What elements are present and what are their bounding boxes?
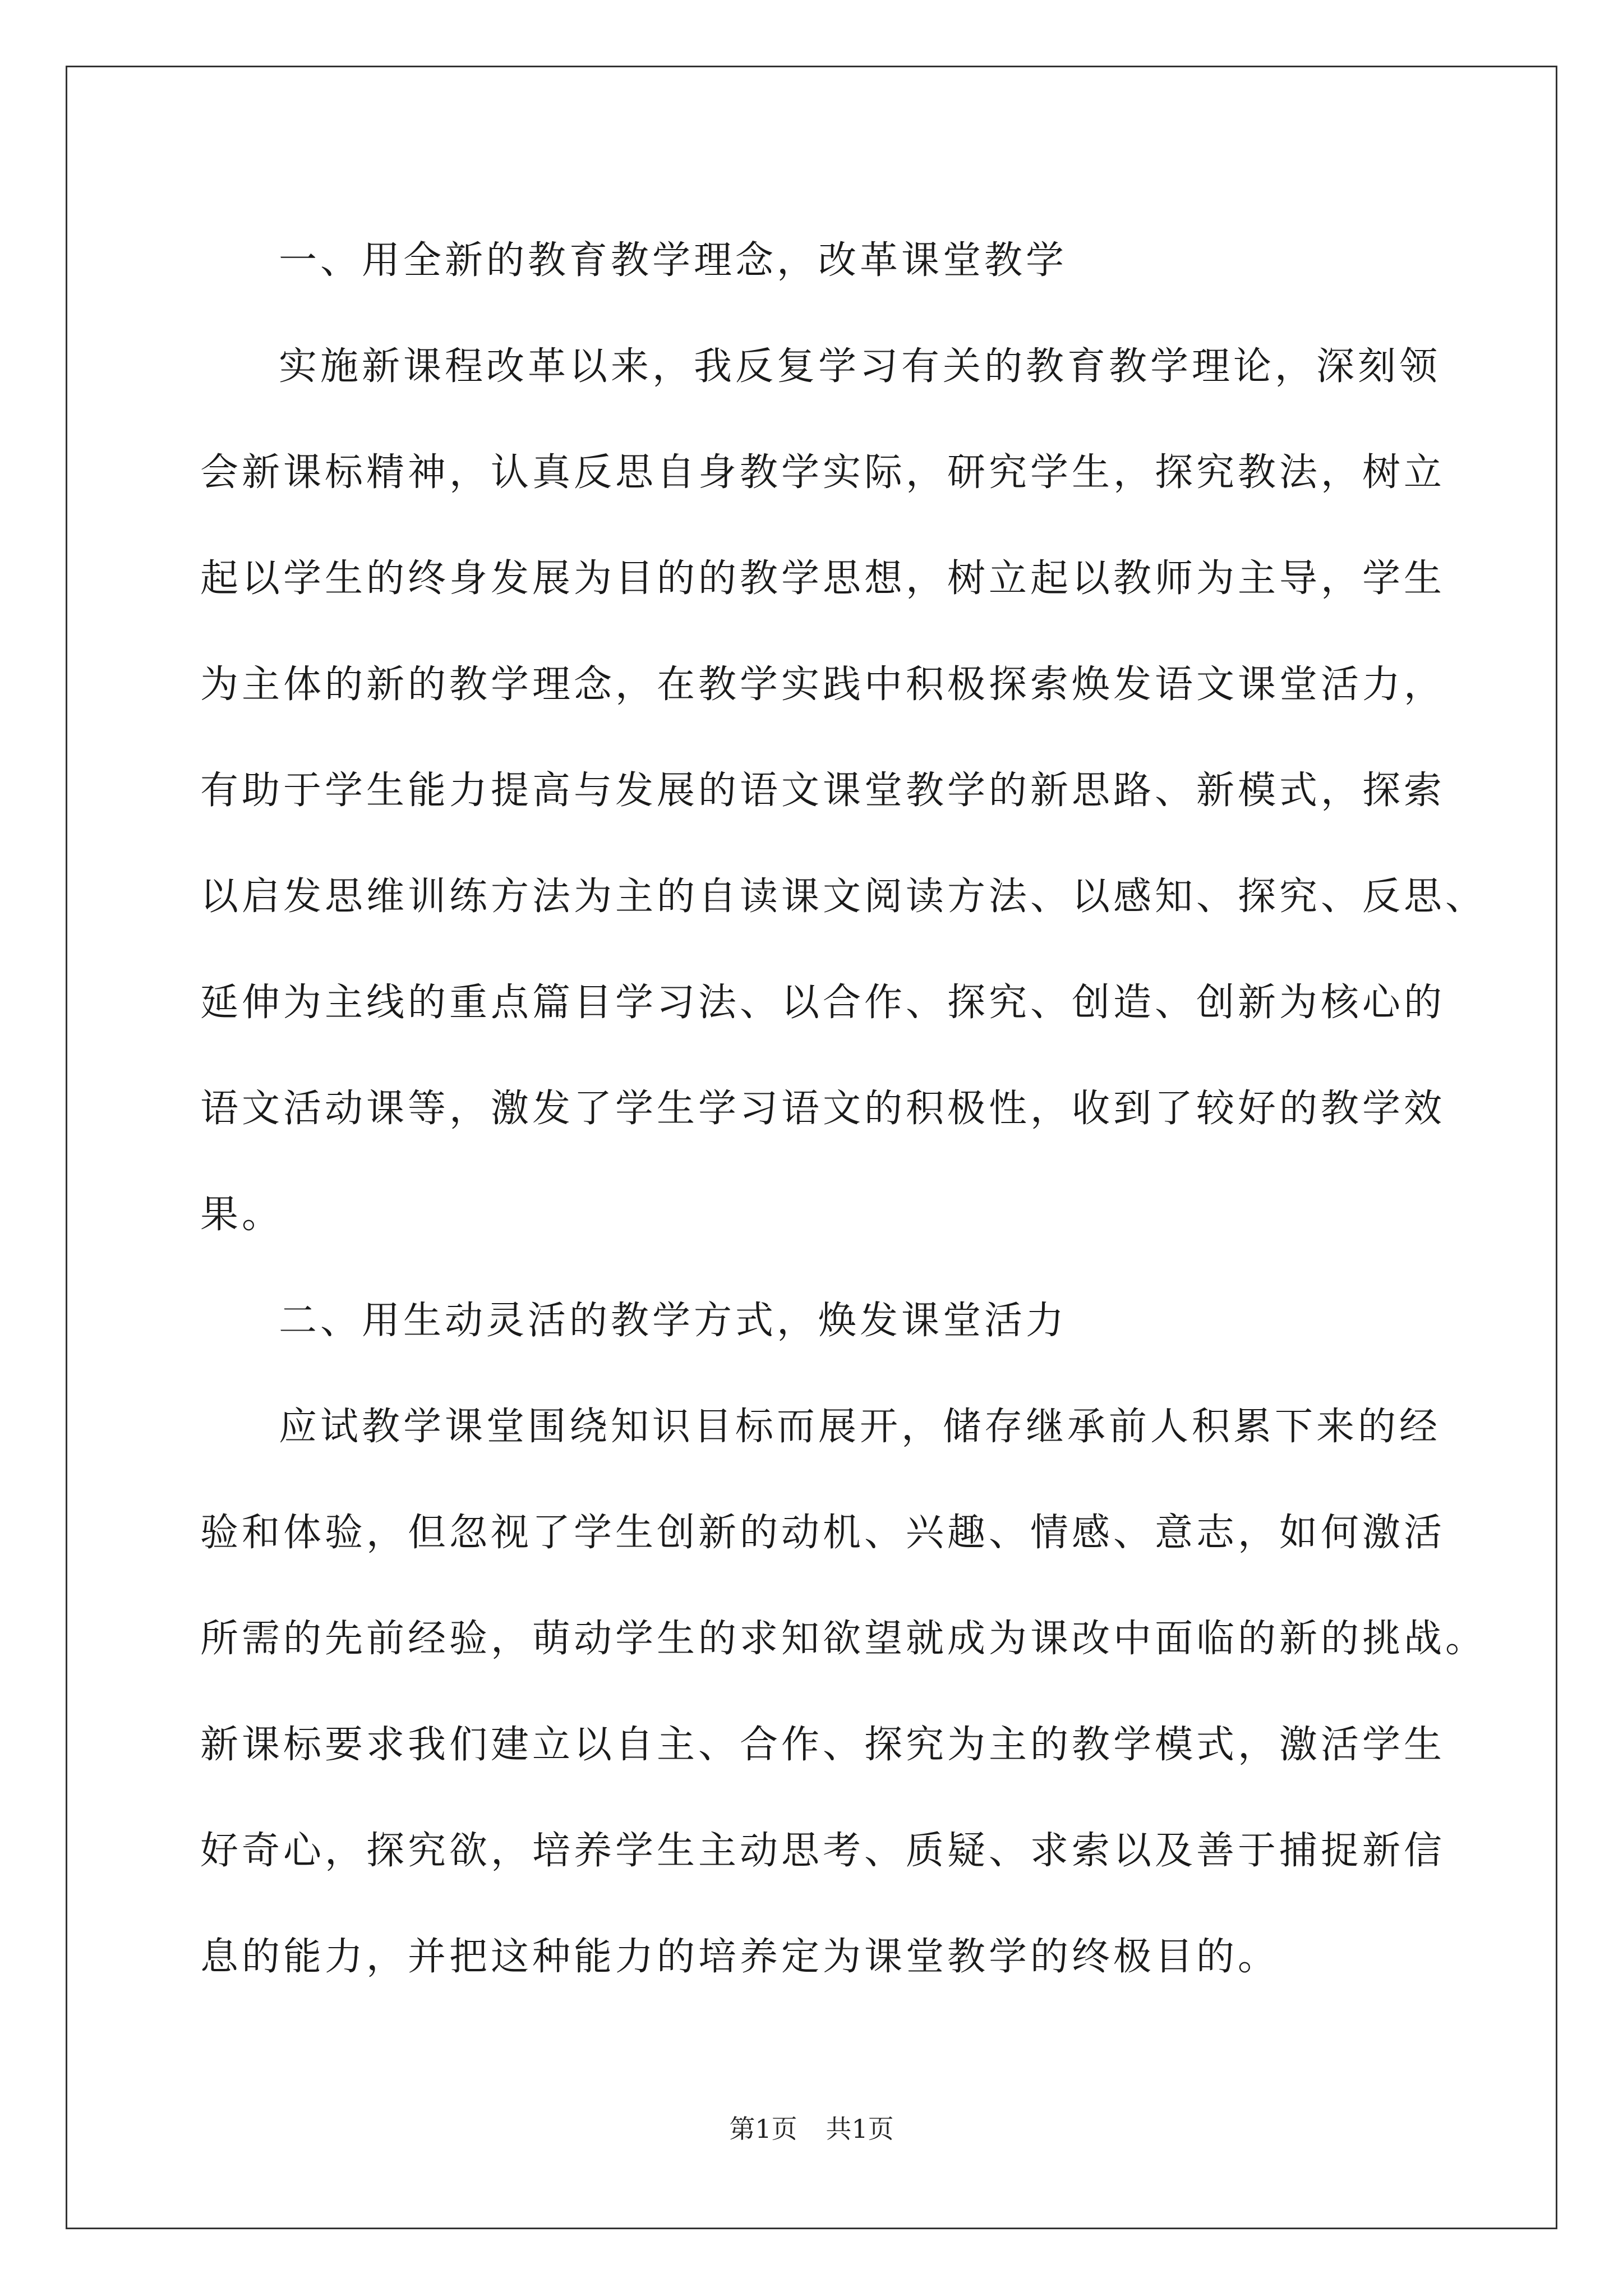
paragraph-line: 实施新课程改革以来，我反复学习有关的教育教学理论，深刻领 — [279, 344, 1441, 389]
page-footer — [0, 2112, 1623, 2146]
paragraph-line: 有助于学生能力提高与发展的语文课堂教学的新思路、新模式，探索 — [200, 769, 1446, 813]
page-number-current: 第1页 — [729, 2114, 797, 2144]
paragraph-line: 息的能力，并把这种能力的培养定为课堂教学的终极目的。 — [200, 1935, 1280, 1979]
section-heading-1: 一、用全新的教育教学理念，改革课堂教学 — [279, 238, 1068, 283]
paragraph-line: 语文活动课等，激发了学生学习语文的积极性，收到了较好的教学效 — [200, 1087, 1446, 1131]
paragraph-line: 会新课标精神，认真反思自身教学实际，研究学生，探究教法，树立 — [200, 450, 1446, 495]
document-body — [200, 219, 1487, 2021]
paragraph-line: 新课标要求我们建立以自主、合作、探究为主的教学模式，激活学生 — [200, 1723, 1446, 1767]
paragraph-line: 以启发思维训练方法为主的自读课文阅读方法、以感知、探究、反思、 — [200, 875, 1487, 919]
paragraph-line: 应试教学课堂围绕知识目标而展开，储存继承前人积累下来的经 — [279, 1405, 1441, 1449]
paragraph-line: 果。 — [200, 1193, 284, 1237]
paragraph-line: 起以学生的终身发展为目的的教学思想，树立起以教师为主导，学生 — [200, 556, 1446, 601]
section-heading-2: 二、用生动灵活的教学方式，焕发课堂活力 — [279, 1299, 1068, 1343]
paragraph-line: 延伸为主线的重点篇目学习法、以合作、探究、创造、创新为核心的 — [200, 981, 1446, 1025]
paragraph-line: 好奇心，探究欲，培养学生主动思考、质疑、求索以及善于捕捉新信 — [200, 1829, 1446, 1873]
paragraph-line: 为主体的新的教学理念，在教学实践中积极探索焕发语文课堂活力， — [200, 662, 1446, 707]
paragraph-line: 所需的先前经验，萌动学生的求知欲望就成为课改中面临的新的挑战。 — [200, 1617, 1487, 1661]
paragraph-line: 验和体验，但忽视了学生创新的动机、兴趣、情感、意志，如何激活 — [200, 1511, 1446, 1555]
page-number-total: 共1页 — [826, 2114, 894, 2144]
